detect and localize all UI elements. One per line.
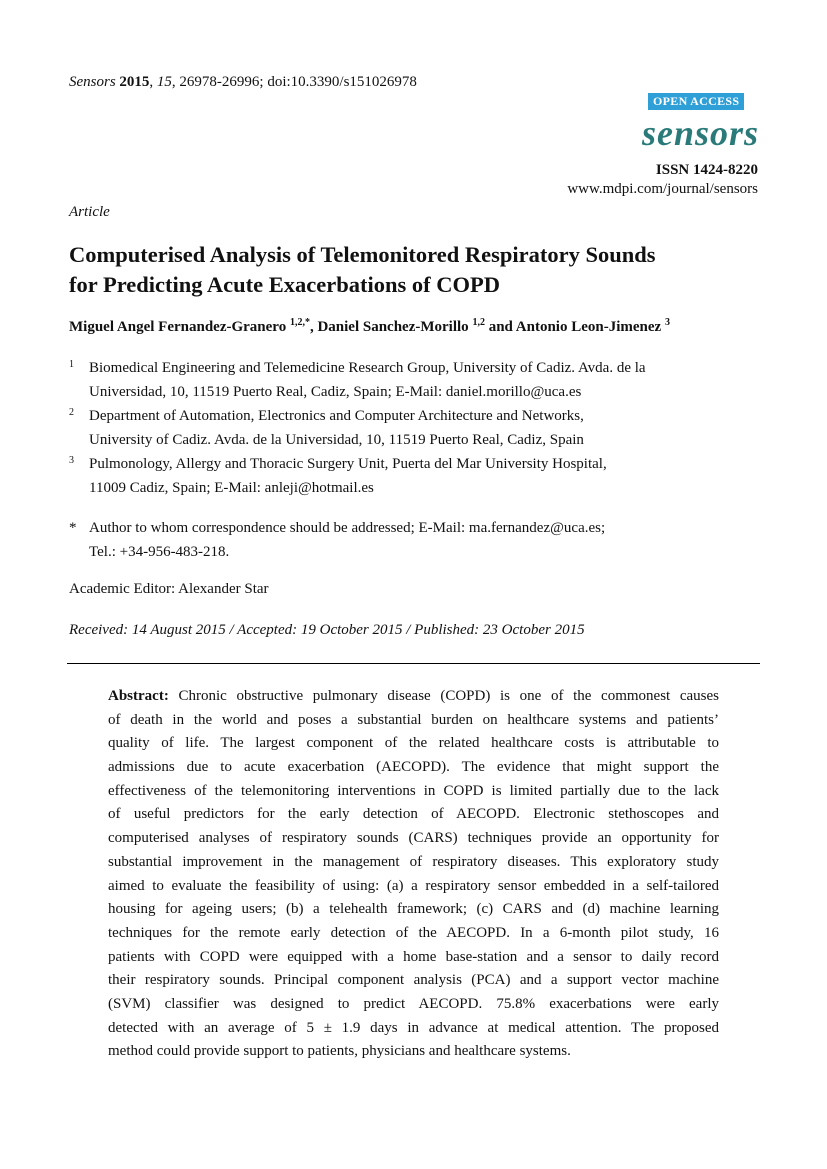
abstract-line xyxy=(108,780,719,804)
citation-line: Sensors 2015, 15, 26978-26996; doi:10.3390/s151026978 xyxy=(69,74,417,90)
correspondence-line: Author to whom correspondence should be addressed; E-Mail: ma.fernandez@uca.es; xyxy=(89,520,606,536)
author-separator: and xyxy=(484,319,516,335)
abstract-text: patients with COPD were equipped with a home base-station and a sensor to daily record xyxy=(108,948,719,965)
abstract-text: techniques for the remote early detection of the AECOPD. In a 6-month pilot study, 16 xyxy=(108,924,719,941)
abstract-text: of death in the world and poses a substantial burden on healthcare systems and patients’ xyxy=(108,711,719,728)
abstract-text: quality of life. The largest component of the related healthcare costs is attributable to xyxy=(108,735,719,752)
author-affiliation-marker: 3 xyxy=(664,317,670,328)
abstract-text: effectiveness of the telemonitoring interventions in COPD is limited partially due to the lack xyxy=(108,782,719,799)
abstract-text: Chronic obstructive pulmonary disease (COPD) is one of the commonest causes xyxy=(178,688,720,704)
abstract-line xyxy=(108,1017,719,1041)
publication-dates: Received: 14 August 2015 / Accepted: 19 October 2015 / Published: 23 October 2015 xyxy=(69,622,585,638)
article-type: Article xyxy=(69,204,110,220)
author-separator: , xyxy=(309,319,318,335)
abstract-line xyxy=(108,969,719,993)
open-access-badge: OPEN ACCESS xyxy=(648,93,744,110)
affiliation-line: Pulmonology, Allergy and Thoracic Surgery Unit, Puerta del Mar University Hospital, xyxy=(89,456,607,472)
abstract-line xyxy=(108,993,719,1017)
abstract-line xyxy=(108,851,719,875)
academic-editor: Academic Editor: Alexander Star xyxy=(69,581,269,597)
affiliation-number: 2 xyxy=(69,407,74,418)
abstract-label: Abstract: xyxy=(108,688,169,704)
affiliation-line: 11009 Cadiz, Spain; E-Mail: anleji@hotmail.es xyxy=(89,480,374,496)
abstract-text: detected with an average of 5 ± 1.9 days in advance at medical attention. The proposed xyxy=(108,1019,719,1036)
author-name: Miguel Angel Fernandez-Granero xyxy=(69,319,287,335)
journal-url[interactable]: www.mdpi.com/journal/sensors xyxy=(567,181,758,197)
abstract xyxy=(108,685,719,1064)
affiliation-line: Department of Automation, Electronics and Computer Architecture and Networks, xyxy=(89,408,584,424)
author-affiliation-marker: 1,2 xyxy=(472,317,485,328)
abstract-line xyxy=(108,946,719,970)
divider xyxy=(67,663,760,664)
author-name: Antonio Leon-Jimenez xyxy=(515,319,662,335)
year: 2015 xyxy=(119,74,150,90)
author-affiliation-marker: 1,2,* xyxy=(289,317,310,328)
abstract-line xyxy=(108,875,719,899)
title-line: Computerised Analysis of Telemonitored Respiratory Sounds xyxy=(69,242,656,267)
correspondence-marker: * xyxy=(69,520,77,536)
abstract-line xyxy=(108,1040,719,1064)
correspondence-line: Tel.: +34-956-483-218. xyxy=(89,544,230,560)
abstract-line xyxy=(108,709,719,733)
abstract-text: computerised analyses of respiratory sounds (CARS) techniques provide an opportunity for xyxy=(108,830,719,847)
abstract-text: their respiratory sounds. Principal component analysis (PCA) and a support vector machine xyxy=(108,972,719,989)
abstract-text: aimed to evaluate the feasibility of using: (a) a respiratory sensor embedded in a self-tailored xyxy=(108,877,719,894)
affiliation-number: 1 xyxy=(69,359,74,370)
abstract-line xyxy=(108,922,719,946)
paper-title xyxy=(69,240,656,300)
abstract-text: of useful predictors for the early detection of AECOPD. Electronic stethoscopes and xyxy=(108,806,719,823)
abstract-text: method could provide support to patients, physicians and healthcare systems. xyxy=(108,1043,571,1060)
abstract-line xyxy=(108,756,719,780)
journal-name: Sensors xyxy=(69,74,116,90)
abstract-text: (SVM) classifier was designed to predict AECOPD. 75.8% exacerbations were early xyxy=(108,995,719,1012)
abstract-text: substantial improvement in the management of respiratory diseases. This exploratory study xyxy=(108,853,719,870)
abstract-text: housing for ageing users; (b) a telehealth framework; (c) CARS and (d) machine learning xyxy=(108,901,719,918)
author-name: Daniel Sanchez-Morillo xyxy=(317,319,469,335)
abstract-line xyxy=(108,827,719,851)
abstract-line xyxy=(108,685,719,709)
volume: 15 xyxy=(156,74,172,90)
affiliation-line: Universidad, 10, 11519 Puerto Real, Cadiz, Spain; E-Mail: daniel.morillo@uca.es xyxy=(89,384,582,400)
affiliation-number: 3 xyxy=(69,455,74,466)
abstract-text: admissions due to acute exacerbation (AECOPD). The evidence that might support the xyxy=(108,759,719,776)
abstract-line xyxy=(108,732,719,756)
issn: ISSN 1424-8220 xyxy=(655,162,758,178)
affiliation-line: University of Cadiz. Avda. de la Universidad, 10, 11519 Puerto Real, Cadiz, Spain xyxy=(89,432,584,448)
journal-logo: sensors xyxy=(641,113,759,153)
pages-doi: 26978-26996; doi:10.3390/s151026978 xyxy=(179,74,417,90)
author-list xyxy=(69,319,670,336)
abstract-line xyxy=(108,803,719,827)
abstract-line xyxy=(108,898,719,922)
affiliation-line: Biomedical Engineering and Telemedicine Research Group, University of Cadiz. Avda. de la xyxy=(89,360,646,376)
title-line: for Predicting Acute Exacerbations of COPD xyxy=(69,272,500,297)
